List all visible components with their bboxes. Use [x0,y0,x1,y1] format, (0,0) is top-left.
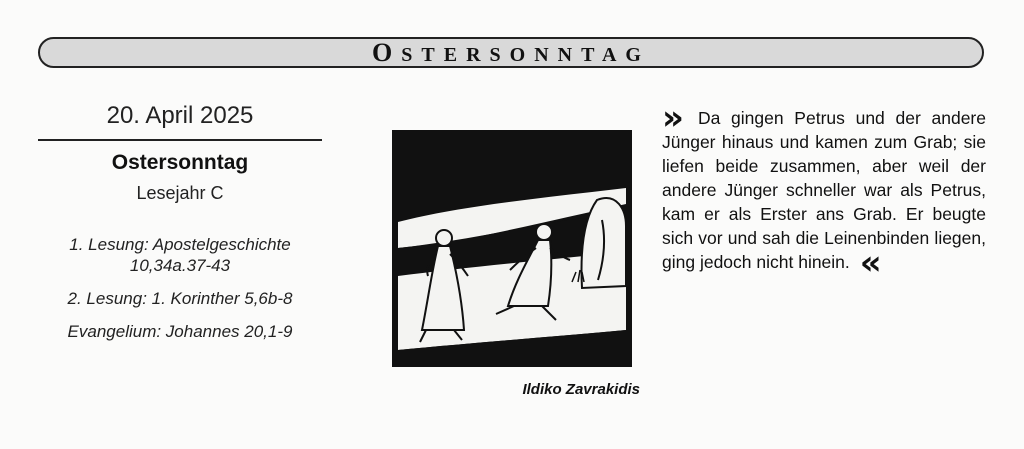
gospel-reading: Evangelium: Johannes 20,1-9 [67,322,293,341]
header-banner [38,37,984,68]
illustration-credit: Ildiko Zavrakidis [522,381,640,398]
banner-title: OSTERSONNTAG [372,37,650,67]
gospel-quote [662,98,986,283]
liturgy-info [38,102,322,354]
illustration [392,130,632,367]
quote-text: Da gingen Petrus und der andere Jünger hinaus und kamen zum Grab; sie liefen beide zusammen, aber weil der andere Jünger schneller war als Petrus, kam er als Erster ans Grab. Er beugte sich vor und sah die Leinenbinden liegen, ging jedoch nicht hinein. [662,108,986,272]
divider [38,139,322,141]
liturgical-year: Lesejahr C [136,183,224,203]
quote-close-mark: « [859,243,882,283]
feast-title: Ostersonntag [111,151,249,174]
running-disciples-illustration [392,130,632,367]
quote-open-mark: » [662,98,684,138]
second-reading: 2. Lesung: 1. Korinther 5,6b-8 [67,289,293,308]
first-reading-line1: 1. Lesung: Apostelgeschichte [69,235,291,254]
first-reading-line2: 10,34a.37-43 [129,256,231,275]
date: 20. April 2025 [106,102,254,129]
first-reading [38,234,322,276]
